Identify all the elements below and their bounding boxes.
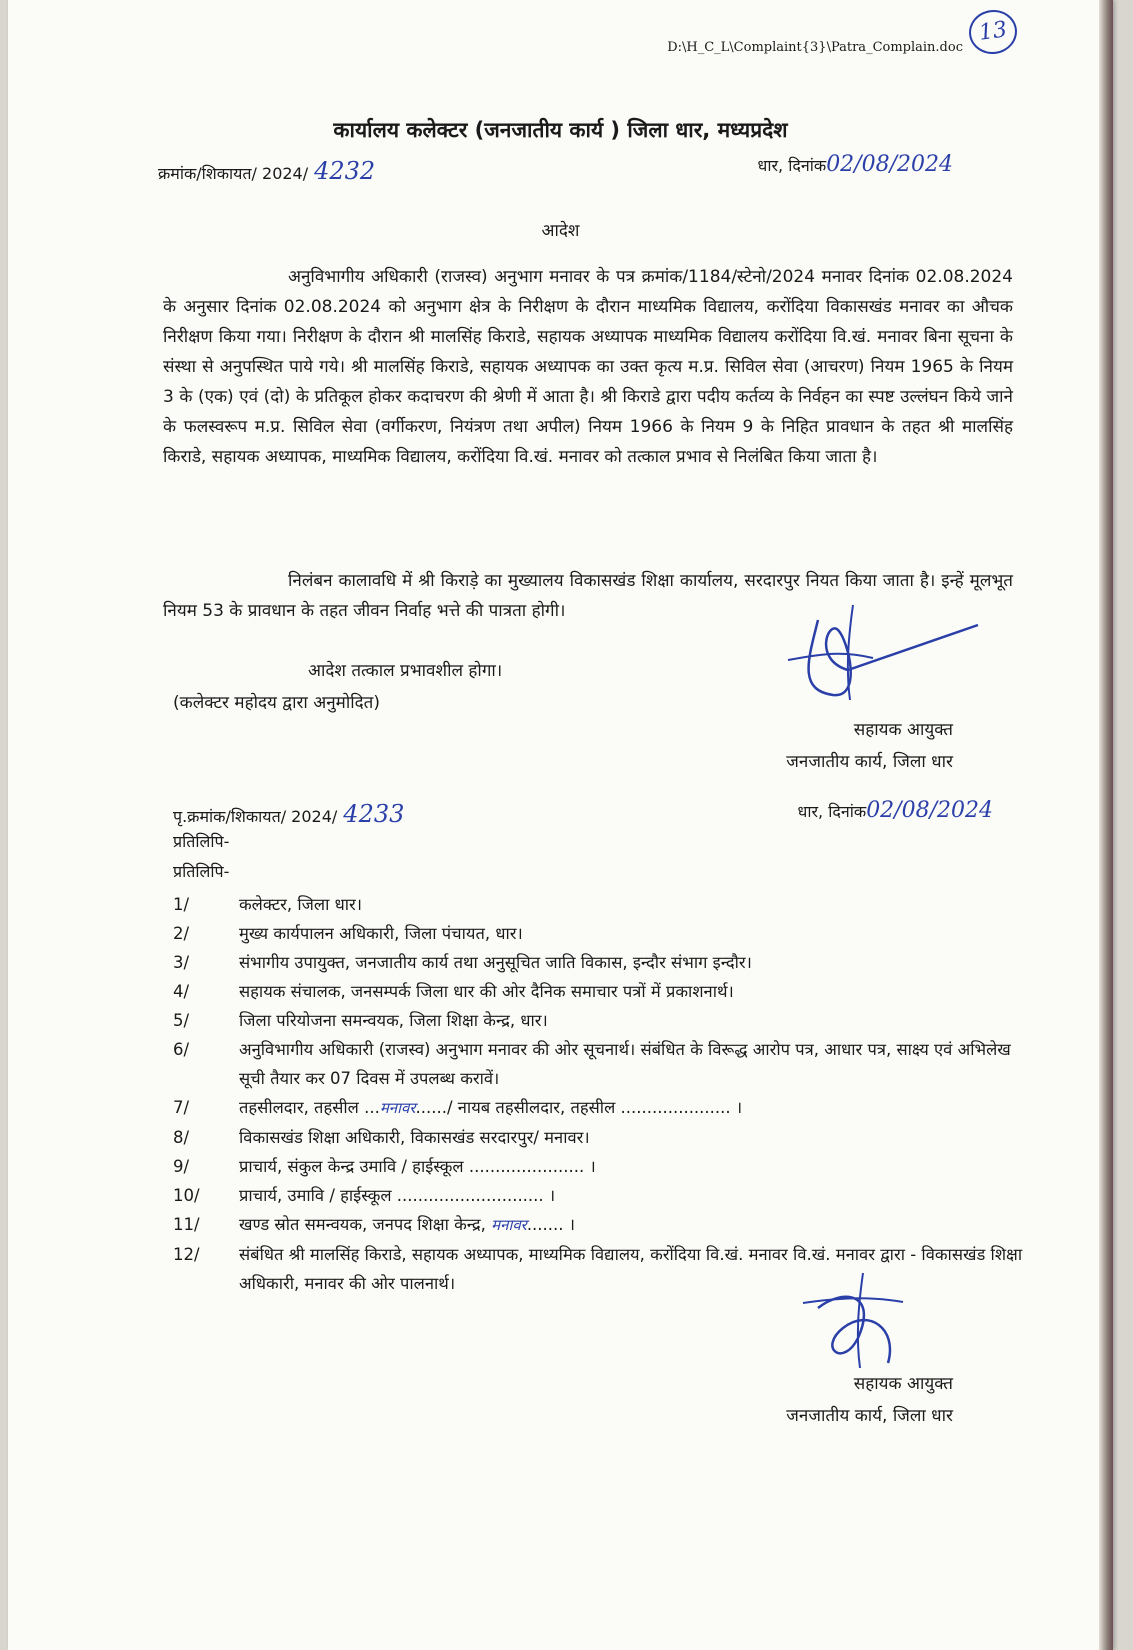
page-edge [1099, 0, 1113, 1650]
order-ref-label: क्रमांक/शिकायत/ 2024/ [158, 164, 309, 183]
list-item: 12/ संबंधित श्री मालसिंह किराडे, सहायक अध्यापक, माध्यमिक विद्यालय, करोंदिया वि.खं. मनावर वि.खं. मनावर द्वारा - विकासखंड शिक्षा अधिकारी, मनावर की ओर पालनार्थ। [173, 1245, 1023, 1293]
approved-line: (कलेक्टर महोदय द्वारा अनुमोदित) [173, 693, 380, 713]
file-path: D:\H_C_L\Complaint{3}\Patra_Complain.doc [667, 40, 963, 55]
copy-reference [173, 800, 404, 828]
copy-label-repeat: प्रतिलिपि- [173, 862, 230, 881]
signatory-block-2 [786, 1368, 953, 1432]
copy-list [173, 890, 1033, 1298]
list-item: 4/ सहायक संचालक, जनसम्पर्क जिला धार की ओर दैनिक समाचार पत्रों में प्रकाशनार्थ। [173, 982, 734, 1001]
signature-2 [798, 1268, 968, 1378]
list-item: 3/ संभागीय उपायुक्त, जनजातीय कार्य तथा अनुसूचित जाति विकास, इन्दौर संभाग इन्दौर। [173, 953, 752, 972]
copy-ref-number: 4233 [343, 800, 405, 828]
page-number: 13 [966, 7, 1020, 57]
copy-label: प्रतिलिपि- [173, 832, 230, 851]
order-paragraph-2: निलंबन कालावधि में श्री किराड़े का मुख्यालय विकासखंड शिक्षा कार्यालय, सरदारपुर नियत किया जाता है। इन्हें मूलभूत नियम 53 के प्रावधान के तहत जीवन निर्वाह भत्ते की पात्रता होगी। [163, 571, 1013, 621]
order-reference [158, 157, 375, 185]
signatory-department: जनजातीय कार्य, जिला धार [786, 1406, 953, 1426]
signatory-designation: सहायक आयुक्त [853, 720, 953, 740]
order-paragraph-1: अनुविभागीय अधिकारी (राजस्व) अनुभाग मनावर के पत्र क्रमांक/1184/स्टेनो/2024 मनावर दिनांक 02.08.2024 के अनुसार दिनांक 02.08.2024 को अनुभाग क्षेत्र के निरीक्षण के दौरान माध्यमिक विद्यालय, करोंदिया विकासखंड मनावर का औचक निरीक्षण किया गया। निरीक्षण के दौरान श्री मालसिंह किराडे, सहायक अध्यापक माध्यमिक विद्यालय करोंदिया वि.खं. मनावर बिना सूचना के संस्था से अनुपस्थित पाये गये। श्री मालसिंह किराडे, सहायक अध्यापक का उक्त कृत्य म.प्र. सिविल सेवा (आचरण) नियम 1965 के नियम 3 के (एक) एवं (दो) के प्रतिकूल होकर कदाचरण की श्रेणी में आता है। श्री किराडे द्वारा पदीय कर्तव्य के निर्वहन का स्पष्ट उल्लंघन किये जाने के फलस्वरूप म.प्र. सिविल सेवा (वर्गीकरण, नियंत्रण तथा अपील) नियम 1966 के नियम 9 के निहित प्रावधान के तहत श्री मालसिंह किराडे, सहायक अध्यापक, माध्यमिक विद्यालय, करोंदिया वि.खं. मनावर को तत्काल प्रभाव से निलंबित किया जाता है। [163, 267, 1013, 467]
list-item: 8/ विकासखंड शिक्षा अधिकारी, विकासखंड सरदारपुर/ मनावर। [173, 1128, 590, 1147]
signatory-department: जनजातीय कार्य, जिला धार [786, 752, 953, 772]
handwritten-fill: मनावर [379, 1099, 416, 1117]
order-date-label: धार, दिनांक [757, 156, 827, 175]
copy-date-label: धार, दिनांक [797, 802, 867, 821]
signature-1 [778, 600, 998, 710]
order-heading: आदेश [541, 221, 580, 241]
office-title: कार्यालय कलेक्टर (जनजातीय कार्य ) जिला धार, मध्यप्रदेश [333, 118, 788, 142]
order-date-value: 02/08/2024 [826, 152, 953, 177]
signatory-block-1 [786, 714, 953, 778]
order-ref-number: 4232 [314, 157, 376, 185]
list-item: 1/ कलेक्टर, जिला धार। [173, 895, 363, 914]
document-page [8, 0, 1113, 1650]
list-item: 2/ मुख्य कार्यपालन अधिकारी, जिला पंचायत, धार। [173, 924, 523, 943]
order-date [758, 152, 953, 177]
effect-line: आदेश तत्काल प्रभावशील होगा। [308, 661, 503, 681]
signatory-designation: सहायक आयुक्त [853, 1374, 953, 1394]
copy-date [798, 798, 993, 823]
list-item: 6/ अनुविभागीय अधिकारी (राजस्व) अनुभाग मनावर की ओर सूचनार्थ। संबंधित के विरूद्ध आरोप पत्र, आधार पत्र, साक्ष्य एवं अभिलेख सूची तैयार कर 07 दिवस में उपलब्ध करावें। [173, 1040, 1011, 1088]
list-item: 9/ प्राचार्य, संकुल केन्द्र उमावि / हाईस्कूल ...................... । [173, 1157, 596, 1176]
list-item: 7/ तहसीलदार, तहसील ...मनावर....../ नायब तहसीलदार, तहसील ..................... । [173, 1098, 743, 1117]
handwritten-fill: मनावर [491, 1216, 527, 1234]
copy-ref-label: पृ.क्रमांक/शिकायत/ 2024/ [173, 807, 338, 826]
list-item: 11/ खण्ड स्रोत समन्वयक, जनपद शिक्षा केन्द्र, मनावर....... । [173, 1215, 576, 1234]
copy-date-value: 02/08/2024 [866, 798, 993, 823]
list-item: 5/ जिला परियोजना समन्वयक, जिला शिक्षा केन्द्र, धार। [173, 1011, 548, 1030]
list-item: 10/ प्राचार्य, उमावि / हाईस्कूल ............................ । [173, 1186, 556, 1205]
